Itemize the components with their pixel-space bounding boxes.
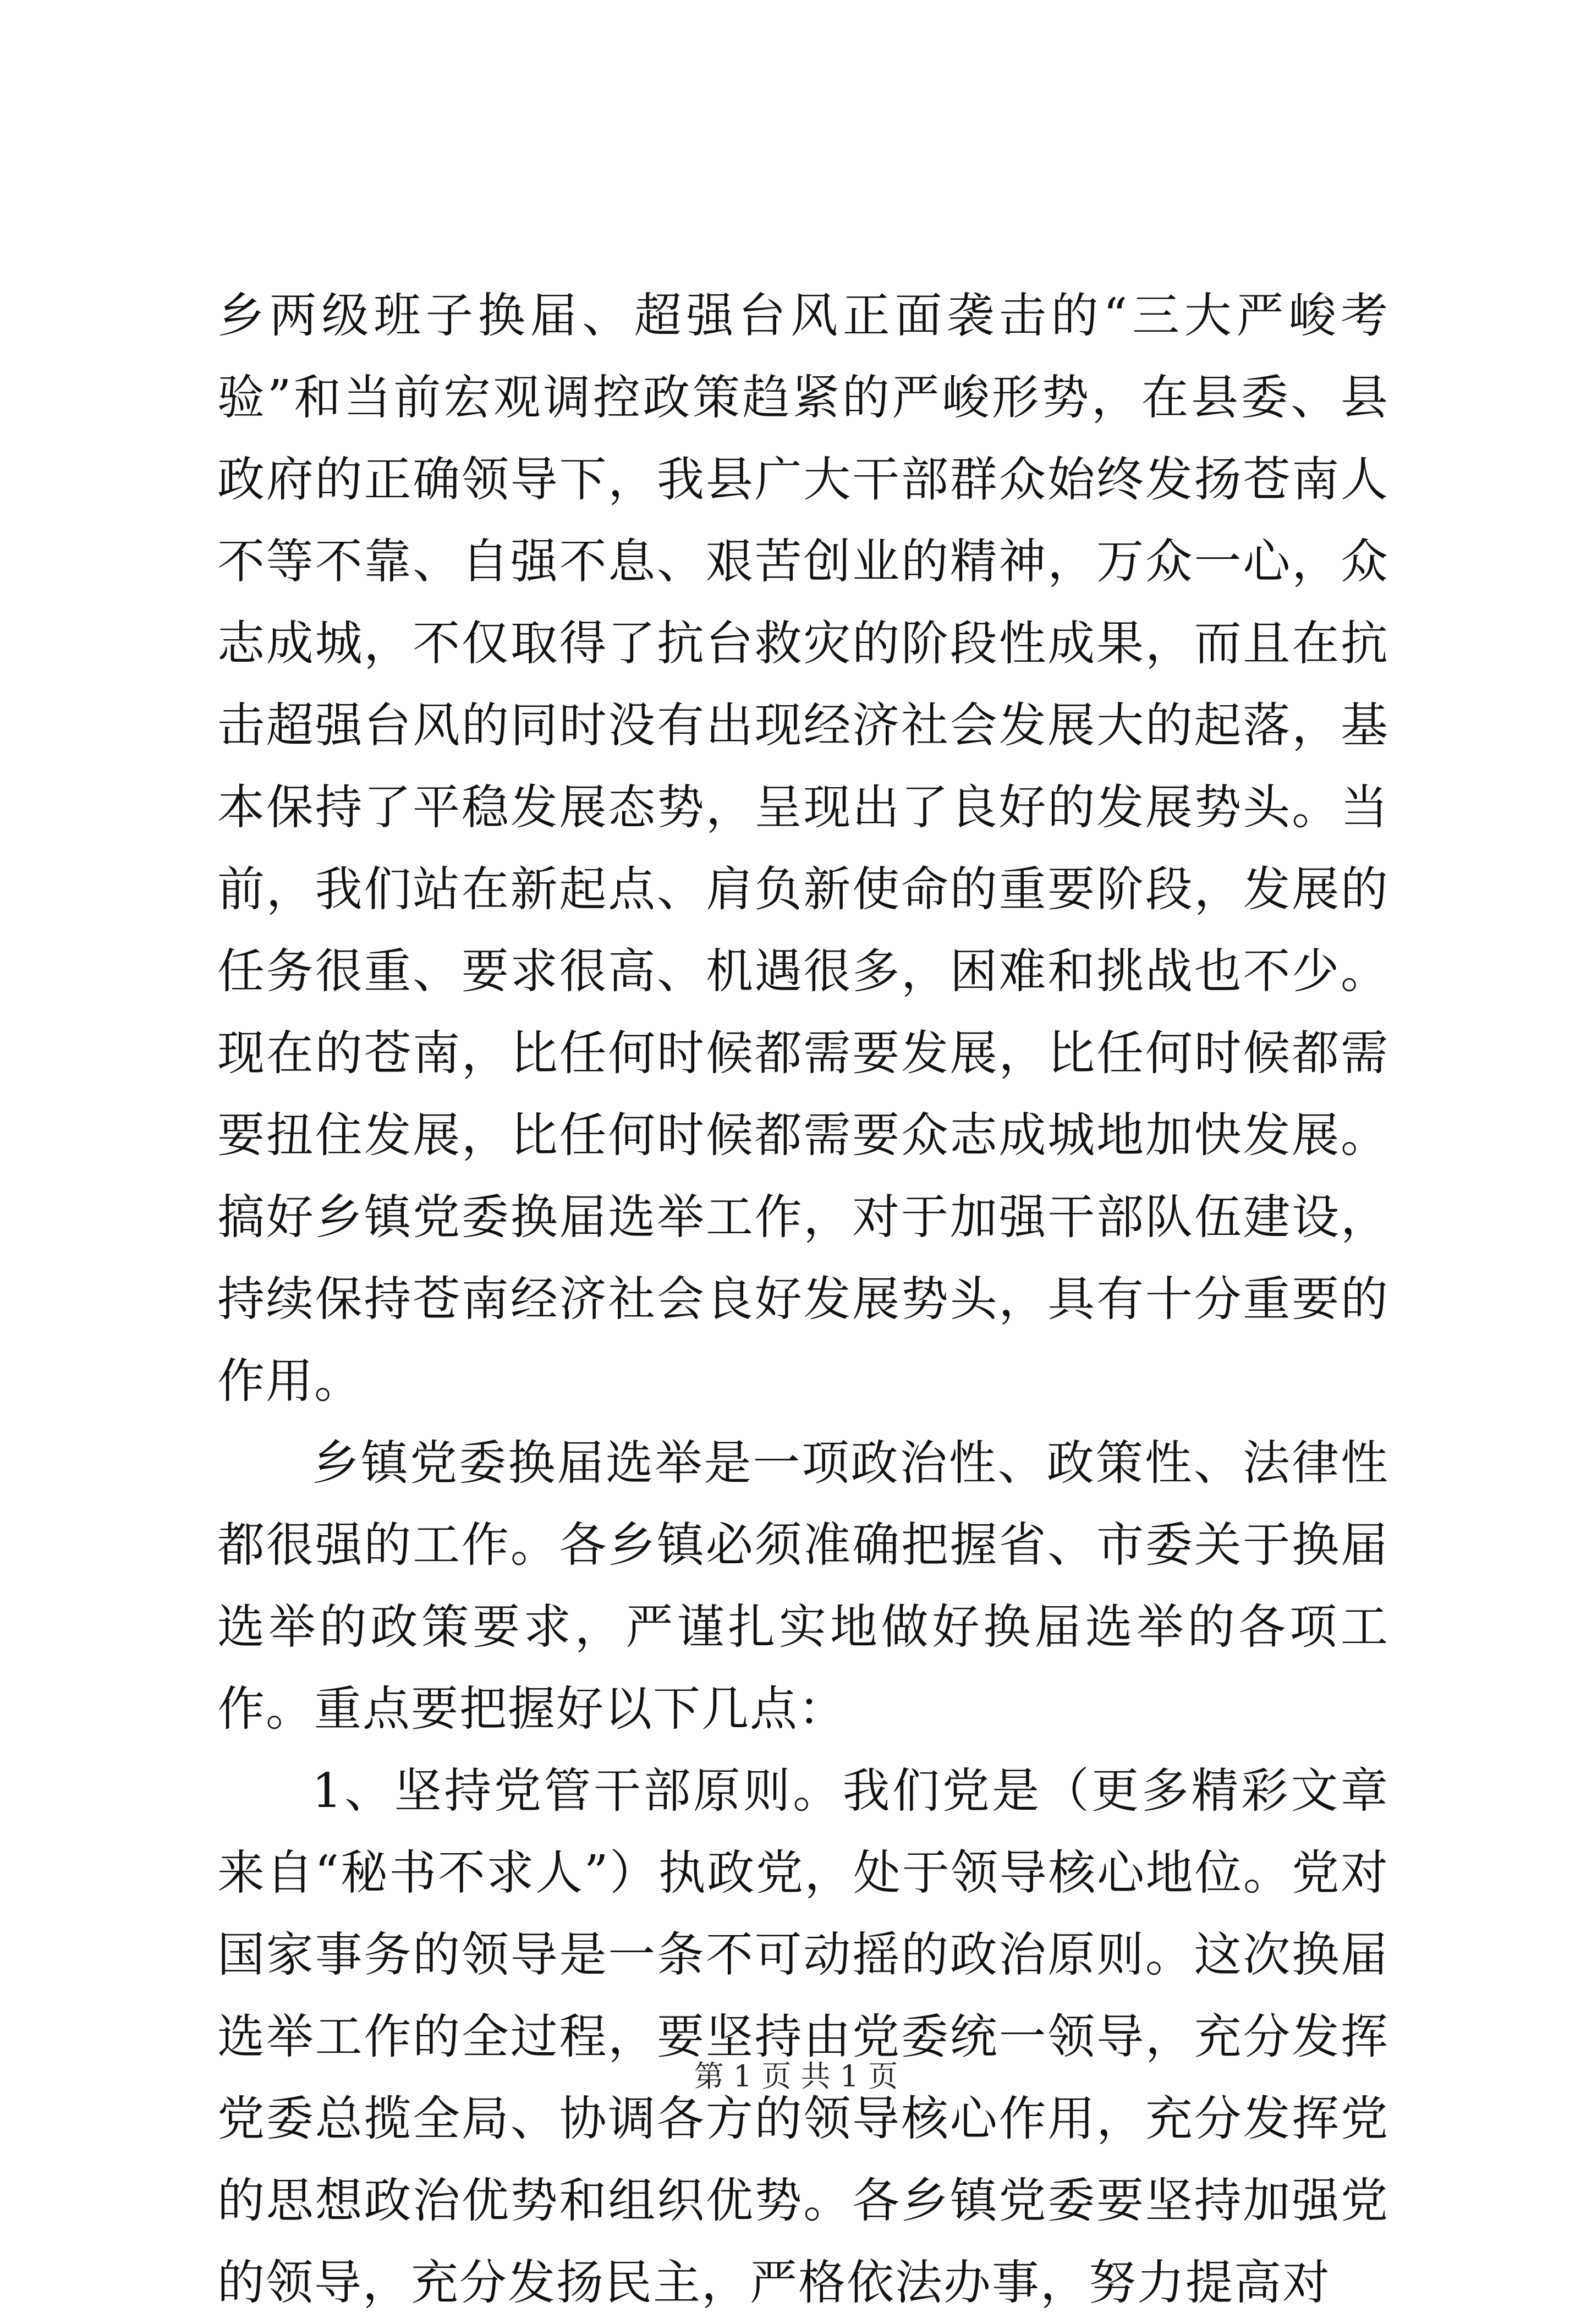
paragraph-party-principle: 1、坚持党管干部原则。我们党是（更多精彩文章来自“秘书不求人”）执政党，处于领导核心地位。党对国家事务的领导是一条不可动摇的政治原则。这次换届选举工作的全过程，要坚持由党委统一领导，充分发挥党委总揽全局、协调各方的领导核心作用，充分发挥党的思想政治优势和组织优势。各乡镇党委要坚持加强党的领导，充分发扬民主，严格依法办事，努力提高对	[217, 1763, 1389, 2310]
paragraph-election-importance: 乡镇党委换届选举是一项政治性、政策性、法律性都很强的工作。各乡镇必须准确把握省、市委关于换届选举的政策要求，严谨扎实地做好换届选举的各项工作。重点要把握好以下几点：	[217, 1436, 1389, 1737]
paragraph-continuation: 乡两级班子换届、超强台风正面袭击的“三大严峻考验”和当前宏观调控政策趋紧的严峻形势，在县委、县政府的正确领导下，我县广大干部群众始终发扬苍南人不等不靠、自强不息、艰苦创业的精神，万众一心，众志成城，不仅取得了抗台救灾的阶段性成果，而且在抗击超强台风的同时没有出现经济社会发展大的起落，基本保持了平稳发展态势，呈现出了良好的发展势头。当前，我们站在新起点、肩负新使命的重要阶段，发展的任务很重、要求很高、机遇很多，困难和挑战也不少。现在的苍南，比任何时候都需要发展，比任何时候都需要扭住发展，比任何时候都需要众志成城地加快发展。搞好乡镇党委换届选举工作，对于加强干部队伍建设，持续保持苍南经济社会良好发展势头，具有十分重要的作用。	[217, 288, 1389, 1409]
page-number-footer: 第 1 页 共 1 页	[694, 2059, 898, 2094]
document-body	[217, 275, 1389, 2324]
